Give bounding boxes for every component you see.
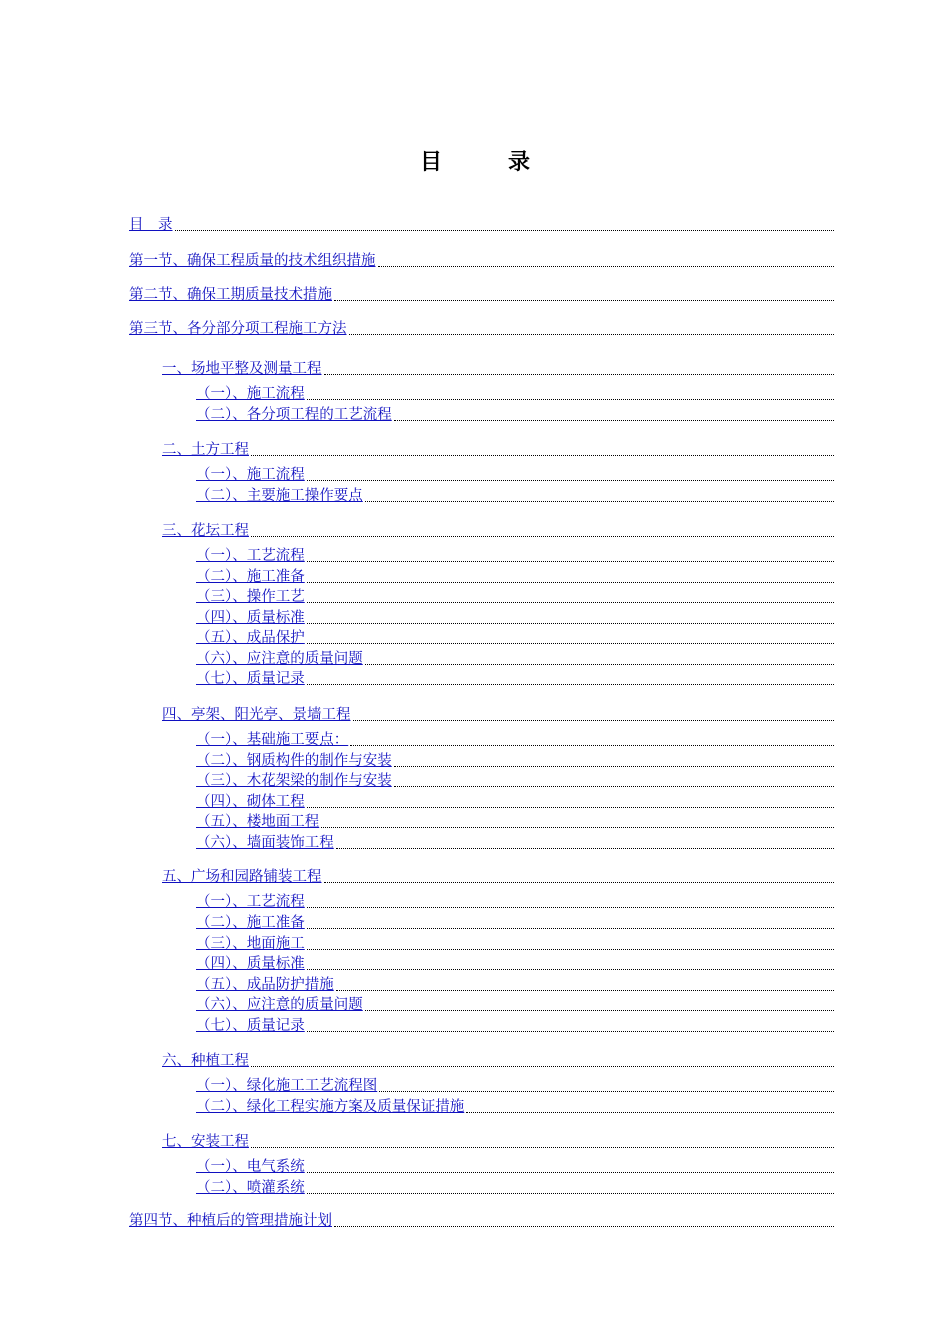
dot-leader <box>307 965 834 970</box>
toc-entry-link[interactable]: （一）、电气系统 <box>196 1159 305 1175</box>
toc-entry[interactable] <box>196 912 834 932</box>
toc-entry-link[interactable]: （七）、质量记录 <box>196 1018 305 1034</box>
toc-entry-link[interactable]: （六）、墙面装饰工程 <box>196 835 334 851</box>
toc-entry-link[interactable]: （一）、绿化施工工艺流程图 <box>196 1078 378 1094</box>
toc-entry-link[interactable]: 三、花坛工程 <box>162 523 249 539</box>
toc-entry[interactable] <box>196 729 834 749</box>
dot-leader <box>334 1222 834 1227</box>
dot-leader <box>307 598 834 603</box>
dot-leader <box>336 986 834 991</box>
toc-entry[interactable] <box>196 811 834 831</box>
toc-entry-link[interactable]: （二）、施工准备 <box>196 569 305 585</box>
dot-leader <box>307 945 834 950</box>
toc-entry[interactable] <box>196 1177 834 1197</box>
dot-leader <box>307 680 834 685</box>
toc-entry-link[interactable]: （六）、应注意的质量问题 <box>196 651 363 667</box>
toc-entry-link[interactable]: 一、场地平整及测量工程 <box>162 361 322 377</box>
dot-leader <box>365 1006 834 1011</box>
toc-entry-link[interactable]: （三）、操作工艺 <box>196 589 305 605</box>
toc-entry[interactable] <box>162 866 834 886</box>
toc-entry[interactable] <box>196 464 834 484</box>
toc-entry[interactable] <box>196 1156 834 1176</box>
toc-entry[interactable] <box>196 791 834 811</box>
toc-entry-link[interactable]: 二、土方工程 <box>162 442 249 458</box>
toc-entry-link[interactable]: （三）、木花架梁的制作与安装 <box>196 773 392 789</box>
dot-leader <box>394 762 834 767</box>
dot-leader <box>365 660 834 665</box>
toc-entry-link[interactable]: （三）、地面施工 <box>196 936 305 952</box>
toc-entry[interactable] <box>196 891 834 911</box>
toc-entry-link[interactable]: （六）、应注意的质量问题 <box>196 997 363 1013</box>
dot-leader <box>307 903 834 908</box>
toc-entry-link[interactable]: 六、种植工程 <box>162 1053 249 1069</box>
toc-entry[interactable] <box>196 1015 834 1035</box>
toc-entry-link[interactable]: （二）、钢质构件的制作与安装 <box>196 753 392 769</box>
dot-leader <box>353 716 835 721</box>
toc-entry[interactable] <box>196 953 834 973</box>
toc-entry[interactable] <box>196 1075 834 1095</box>
toc-entry[interactable] <box>196 627 834 647</box>
toc-entry-link[interactable]: （五）、楼地面工程 <box>196 814 320 830</box>
dot-leader <box>379 1087 834 1092</box>
toc-entry-link[interactable]: （五）、成品防护措施 <box>196 977 334 993</box>
dot-leader <box>321 823 834 828</box>
toc-entry-link[interactable]: （五）、成品保护 <box>196 630 305 646</box>
toc-entry-link[interactable]: （四）、质量标准 <box>196 610 305 626</box>
dot-leader <box>336 844 834 849</box>
toc-entry-link[interactable]: 五、广场和园路铺装工程 <box>162 869 322 885</box>
toc-entry[interactable] <box>196 485 834 505</box>
dot-leader <box>307 619 834 624</box>
toc-entry-link[interactable]: 目 录 <box>129 217 173 233</box>
dot-leader <box>394 416 834 421</box>
dot-leader <box>349 330 835 335</box>
toc-entry[interactable] <box>196 933 834 953</box>
toc-entry[interactable] <box>162 358 834 378</box>
toc-entry[interactable] <box>196 607 834 627</box>
toc-entry[interactable] <box>129 1210 834 1230</box>
dot-leader <box>307 578 834 583</box>
toc-entry-link[interactable]: （二）、主要施工操作要点 <box>196 488 363 504</box>
dot-leader <box>307 639 834 644</box>
toc-entry[interactable] <box>196 404 834 424</box>
dot-leader <box>324 370 835 375</box>
toc-entry[interactable] <box>196 648 834 668</box>
toc-entry-link[interactable]: （二）、施工准备 <box>196 915 305 931</box>
toc-entry-link[interactable]: （二）、各分项工程的工艺流程 <box>196 407 392 423</box>
toc-entry-link[interactable]: 第二节、确保工期质量技术措施 <box>129 287 332 303</box>
dot-leader <box>466 1108 834 1113</box>
toc-entry[interactable] <box>196 668 834 688</box>
toc-entry-link[interactable]: 四、亭架、阳光亭、景墙工程 <box>162 707 351 723</box>
dot-leader <box>307 395 834 400</box>
toc-entry-link[interactable]: （一）、工艺流程 <box>196 548 305 564</box>
toc-entry[interactable] <box>196 383 834 403</box>
dot-leader <box>307 476 834 481</box>
toc-entry-link[interactable]: （二）、绿化工程实施方案及质量保证措施 <box>196 1099 465 1115</box>
dot-leader <box>251 1062 834 1067</box>
toc-entry[interactable] <box>129 284 834 304</box>
toc-entry[interactable] <box>162 1131 834 1151</box>
toc-entry-link[interactable]: （一）、基础施工要点： <box>196 732 349 748</box>
toc-entry[interactable] <box>196 994 834 1014</box>
dot-leader <box>307 1168 834 1173</box>
toc-entry[interactable] <box>196 750 834 770</box>
toc-entry-link[interactable]: （四）、砌体工程 <box>196 794 305 810</box>
dot-leader <box>251 532 834 537</box>
toc-entry[interactable] <box>196 974 834 994</box>
dot-leader <box>378 262 835 267</box>
toc-entry[interactable] <box>129 318 834 338</box>
toc-entry[interactable] <box>162 439 834 459</box>
dot-leader <box>307 1027 834 1032</box>
toc-entry[interactable] <box>162 704 834 724</box>
toc-entry[interactable] <box>162 1050 834 1070</box>
toc-entry[interactable] <box>129 250 834 270</box>
toc-entry-link[interactable]: 第四节、种植后的管理措施计划 <box>129 1213 332 1229</box>
toc-entry-link[interactable]: 七、安装工程 <box>162 1134 249 1150</box>
toc-entry-link[interactable]: （一）、工艺流程 <box>196 894 305 910</box>
toc-entry[interactable] <box>196 770 834 790</box>
dot-leader <box>334 296 834 301</box>
dot-leader <box>175 226 835 231</box>
toc-entry[interactable] <box>196 566 834 586</box>
dot-leader <box>350 741 834 746</box>
dot-leader <box>324 878 835 883</box>
toc-entry[interactable] <box>162 520 834 540</box>
toc-entry-link[interactable]: （一）、施工流程 <box>196 467 305 483</box>
dot-leader <box>307 557 834 562</box>
dot-leader <box>365 497 834 502</box>
toc-entry-link[interactable]: 第三节、各分部分项工程施工方法 <box>129 321 347 337</box>
toc-entry-link[interactable]: （七）、质量记录 <box>196 671 305 687</box>
toc-entry-link[interactable]: （四）、质量标准 <box>196 956 305 972</box>
toc-entry[interactable] <box>196 586 834 606</box>
toc-entry-link[interactable]: 第一节、确保工程质量的技术组织措施 <box>129 253 376 269</box>
dot-leader <box>307 1189 834 1194</box>
dot-leader <box>251 451 834 456</box>
toc-entry-link[interactable]: （一）、施工流程 <box>196 386 305 402</box>
dot-leader <box>394 782 834 787</box>
toc-entry[interactable] <box>129 214 834 234</box>
page-title: 目 录 <box>419 149 552 175</box>
dot-leader <box>251 1143 834 1148</box>
dot-leader <box>307 924 834 929</box>
toc-entry[interactable] <box>196 545 834 565</box>
toc-entry[interactable] <box>196 1096 834 1116</box>
toc-entry[interactable] <box>196 832 834 852</box>
dot-leader <box>307 803 834 808</box>
toc-entry-link[interactable]: （二）、喷灌系统 <box>196 1180 305 1196</box>
